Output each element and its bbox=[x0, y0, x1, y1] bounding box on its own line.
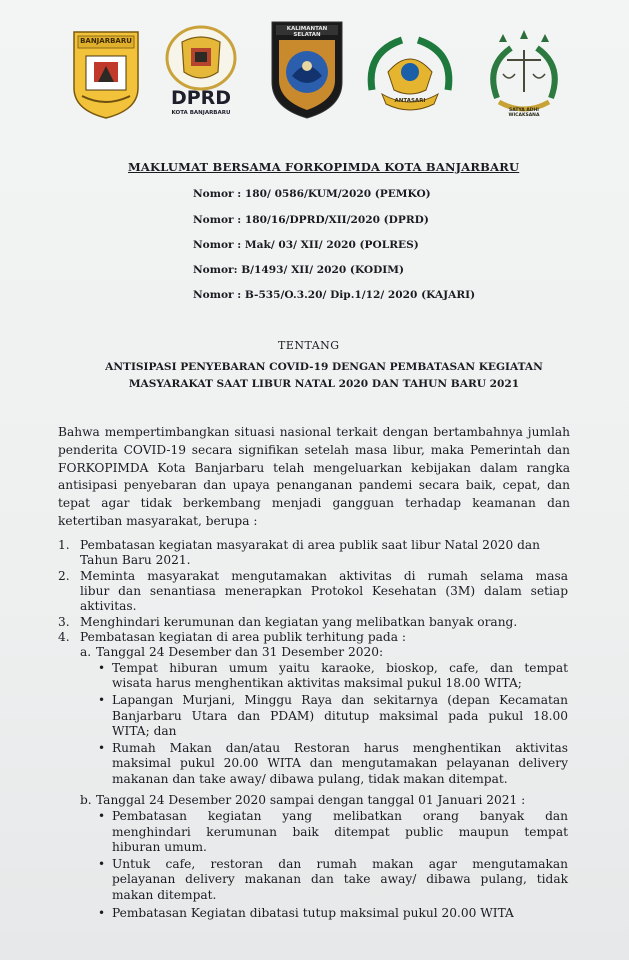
a1-line-2: wisata harus menghentikan aktivitas maksimal pukul 18.00 WITA; bbox=[112, 676, 522, 690]
b2-line-1: Untuk cafe, restoran dan rumah makan agar mengutamakan bbox=[112, 857, 568, 871]
item-1-line-1: Pembatasan kegiatan masyarakat di area publik saat libur Natal 2020 dan bbox=[80, 538, 540, 552]
a2-line-3: WITA; dan bbox=[112, 724, 177, 738]
banjarbaru-label: BANJARBARU bbox=[80, 37, 132, 45]
a3-line-1: Rumah Makan dan/atau Restoran harus menghentikan aktivitas bbox=[112, 741, 568, 755]
banjarbaru-logo bbox=[72, 30, 140, 120]
b2-line-2: pelayanan delivery makanan dan take away/ dibawa pulang, tidak bbox=[112, 872, 568, 886]
a2-line-2: Banjarbaru Utara dan PDAM) ditutup maksimal pada pukul 18.00 bbox=[112, 709, 568, 723]
item-1-line-2: Tahun Baru 2021. bbox=[80, 553, 191, 567]
b1-line-3: hiburan umum. bbox=[112, 840, 207, 854]
number-kodim: Nomor: B/1493/ XII/ 2020 (KODIM) bbox=[193, 264, 404, 276]
a3-line-2: maksimal pukul 20.00 WITA dan mengutamakan pelayanan delivery bbox=[112, 756, 568, 770]
kodim-logo bbox=[362, 32, 458, 118]
item-4-number: 4. bbox=[58, 630, 70, 644]
item-3-line-1: Menghindari kerumunan dan kegiatan yang melibatkan banyak orang. bbox=[80, 615, 518, 629]
item-3-number: 3. bbox=[58, 615, 70, 629]
document-title: MAKLUMAT BERSAMA FORKOPIMDA KOTA BANJARBARU bbox=[128, 160, 520, 174]
bullet-b1: • bbox=[98, 809, 106, 823]
b3-line-1: Pembatasan Kegiatan dibatasi tutup maksimal pukul 20.00 WITA bbox=[112, 906, 514, 920]
item-2-number: 2. bbox=[58, 569, 70, 583]
sub-a-label: a. bbox=[80, 645, 92, 659]
sub-b-title: Tanggal 24 Desember 2020 sampai dengan tanggal 01 Januari 2021 : bbox=[96, 793, 526, 807]
subtitle-line-1: ANTISIPASI PENYEBARAN COVID-19 DENGAN PEMBATASAN KEGIATAN bbox=[105, 361, 543, 373]
a3-line-3: makanan dan take away/ dibawa pulang, tidak makan ditempat. bbox=[112, 772, 508, 786]
a1-line-1: Tempat hiburan umum yaitu karaoke, bioskop, cafe, dan tempat bbox=[112, 661, 568, 675]
item-1-number: 1. bbox=[58, 538, 70, 552]
b2-line-3: makan ditempat. bbox=[112, 888, 217, 902]
item-4-line-1: Pembatasan kegiatan di area publik terhitung pada : bbox=[80, 630, 406, 644]
kajari-label: SATYA ADHI WICAKSANA bbox=[508, 108, 540, 118]
sub-a-title: Tanggal 24 Desember dan 31 Desember 2020: bbox=[96, 645, 384, 659]
item-2-line-2: libur dan senantiasa menerapkan Protokol Kesehatan (3M) dalam setiap bbox=[80, 584, 568, 598]
number-dprd: Nomor : 180/16/DPRD/XII/2020 (DPRD) bbox=[193, 214, 429, 226]
b1-line-2: menghindari kerumunan baik ditempat public maupun tempat bbox=[112, 825, 568, 839]
bullet-a1: • bbox=[98, 661, 106, 675]
kajari-logo bbox=[483, 26, 565, 122]
number-pemko: Nomor : 180/ 0586/KUM/2020 (PEMKO) bbox=[193, 188, 431, 200]
polres-label: KALIMANTAN SELATAN bbox=[286, 26, 328, 38]
number-polres: Nomor : Mak/ 03/ XII/ 2020 (POLRES) bbox=[193, 239, 419, 251]
bullet-a2: • bbox=[98, 693, 106, 707]
subtitle-line-2: MASYARAKAT SAAT LIBUR NATAL 2020 DAN TAHUN BARU 2021 bbox=[128, 378, 520, 390]
a2-line-1: Lapangan Murjani, Minggu Raya dan sekitarnya (depan Kecamatan bbox=[112, 693, 568, 707]
kodim-label: ANTASARI bbox=[394, 98, 426, 104]
intro-paragraph: Bahwa mempertimbangkan situasi nasional terkait dengan bertambahnya jumlah penderita COVID-19 secara signifikan setelah masa libur, maka Pemerintah dan FORKOPIMDA Kota Banjarbaru telah mengeluarkan kebijakan dalam rangka antisipasi penyebaran dan upaya penanganan pandemi secara baik, cepat, dan tepat agar tidak berkembang menjadi gangguan terhadap keamanan dan ketertiban masyarakat, berupa : bbox=[58, 425, 570, 528]
bullet-b2: • bbox=[98, 857, 106, 871]
dprd-sub-label: KOTA BANJARBARU bbox=[171, 110, 231, 116]
logo-row bbox=[0, 20, 629, 130]
b1-line-1: Pembatasan kegiatan yang melibatkan orang banyak dan bbox=[112, 809, 568, 823]
item-2-line-3: aktivitas. bbox=[80, 599, 137, 613]
polres-logo bbox=[270, 20, 344, 120]
dprd-label: DPRD bbox=[170, 87, 232, 109]
number-kajari: Nomor : B-535/O.3.20/ Dip.1/12/ 2020 (KAJARI) bbox=[193, 289, 476, 301]
bullet-a3: • bbox=[98, 741, 106, 755]
sub-b-label: b. bbox=[80, 793, 92, 807]
dprd-logo bbox=[160, 24, 242, 124]
bullet-b3: • bbox=[98, 906, 106, 920]
item-2-line-1: Meminta masyarakat mengutamakan aktivitas di rumah selama masa bbox=[80, 569, 568, 583]
tentang-label: TENTANG bbox=[278, 339, 340, 352]
